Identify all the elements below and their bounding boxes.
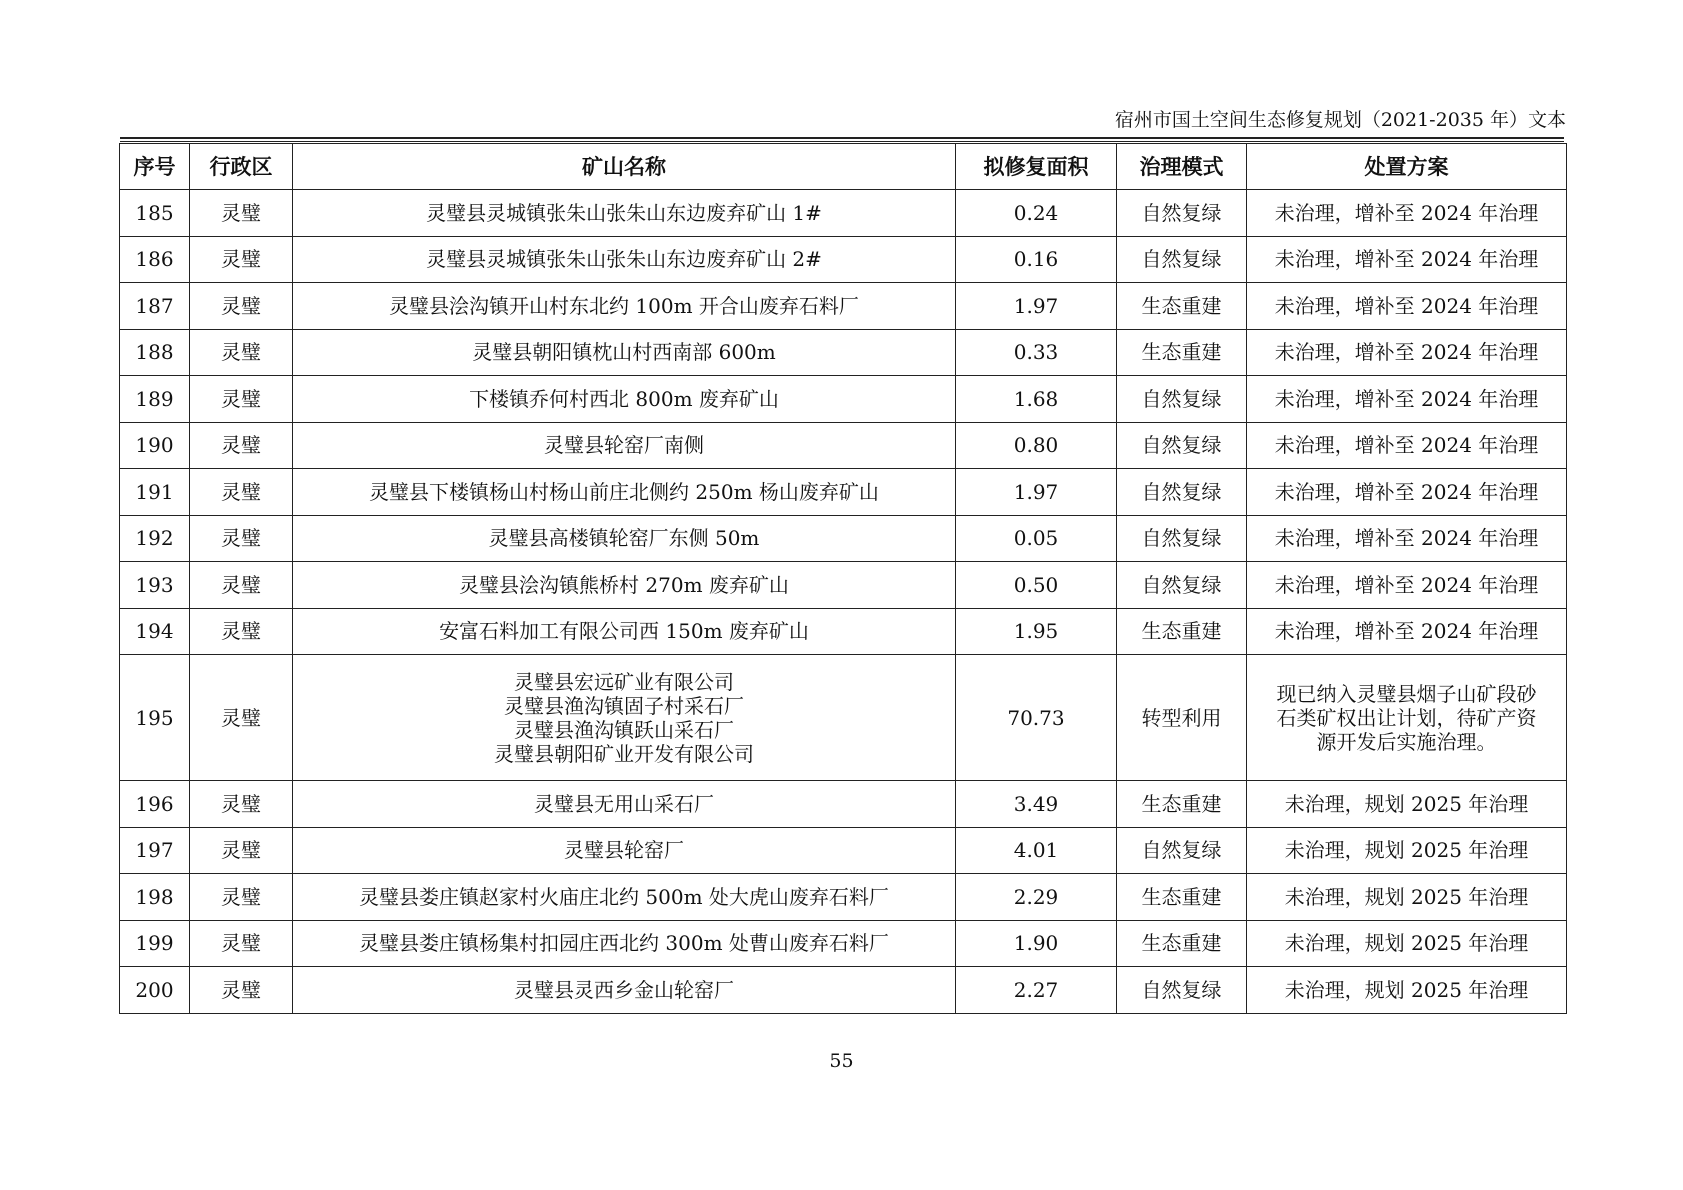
mine-name-line: 灵璧县朝阳矿业开发有限公司 xyxy=(494,741,754,766)
plan-line: 未治理，增补至 2024 年治理 xyxy=(1274,247,1539,272)
cell-plan xyxy=(1247,608,1567,655)
mine-name-line: 灵璧县灵西乡金山轮窑厂 xyxy=(514,977,734,1002)
mine-name-line: 灵璧县无用山采石厂 xyxy=(534,791,714,816)
cell-plan xyxy=(1247,562,1567,609)
cell-district: 灵璧 xyxy=(190,283,293,330)
cell-area: 0.33 xyxy=(956,329,1117,376)
cell-area: 1.97 xyxy=(956,283,1117,330)
cell-mine-name xyxy=(293,236,956,283)
cell-no: 196 xyxy=(120,781,190,828)
cell-mode: 生态重建 xyxy=(1117,608,1247,655)
cell-no: 199 xyxy=(120,920,190,967)
cell-district: 灵璧 xyxy=(190,422,293,469)
cell-area: 0.50 xyxy=(956,562,1117,609)
cell-area: 1.68 xyxy=(956,376,1117,423)
plan-line: 石类矿权出让计划，待矿产资 xyxy=(1276,705,1537,730)
cell-mine-name xyxy=(293,422,956,469)
plan-line: 源开发后实施治理。 xyxy=(1316,729,1497,754)
cell-area: 0.16 xyxy=(956,236,1117,283)
mine-name-line: 灵璧县渔沟镇跃山采石厂 xyxy=(514,717,734,742)
mine-name-line: 灵璧县朝阳镇枕山村西南部 600m xyxy=(472,340,776,365)
cell-no: 187 xyxy=(120,283,190,330)
mine-name-line: 灵璧县灵城镇张朱山张朱山东边废弃矿山 1# xyxy=(426,200,822,225)
cell-mine-name xyxy=(293,920,956,967)
cell-area: 70.73 xyxy=(956,655,1117,781)
cell-mode: 生态重建 xyxy=(1117,781,1247,828)
cell-district: 灵璧 xyxy=(190,827,293,874)
table-row xyxy=(120,655,1567,781)
mine-name-line: 灵璧县灵城镇张朱山张朱山东边废弃矿山 2# xyxy=(426,247,822,272)
cell-area: 0.24 xyxy=(956,190,1117,237)
cell-mine-name xyxy=(293,608,956,655)
table-row xyxy=(120,967,1567,1014)
cell-mode: 自然复绿 xyxy=(1117,190,1247,237)
cell-mode: 自然复绿 xyxy=(1117,236,1247,283)
table-row xyxy=(120,190,1567,237)
cell-district: 灵璧 xyxy=(190,967,293,1014)
cell-mine-name xyxy=(293,967,956,1014)
column-header-no: 序号 xyxy=(120,144,190,190)
cell-mode: 生态重建 xyxy=(1117,329,1247,376)
table-row xyxy=(120,469,1567,516)
table-row xyxy=(120,329,1567,376)
header-rule-thick xyxy=(120,137,1564,139)
column-header-mine-name: 矿山名称 xyxy=(293,144,956,190)
plan-line: 未治理，规划 2025 年治理 xyxy=(1284,838,1529,863)
document-header-title: 宿州市国土空间生态修复规划（2021-2035 年）文本 xyxy=(1114,109,1566,131)
plan-line: 未治理，规划 2025 年治理 xyxy=(1284,977,1529,1002)
cell-plan xyxy=(1247,827,1567,874)
cell-mine-name xyxy=(293,562,956,609)
mine-name-line: 灵璧县轮窑厂 xyxy=(564,838,684,863)
cell-area: 0.80 xyxy=(956,422,1117,469)
mine-name-line: 灵璧县轮窑厂南侧 xyxy=(544,433,704,458)
plan-line: 未治理，增补至 2024 年治理 xyxy=(1274,526,1539,551)
table-row xyxy=(120,376,1567,423)
cell-plan xyxy=(1247,515,1567,562)
plan-line: 未治理，规划 2025 年治理 xyxy=(1284,931,1529,956)
table-row xyxy=(120,920,1567,967)
cell-no: 186 xyxy=(120,236,190,283)
cell-plan xyxy=(1247,236,1567,283)
mine-name-line: 灵璧县高楼镇轮窑厂东侧 50m xyxy=(488,526,760,551)
mine-name-line: 灵璧县浍沟镇熊桥村 270m 废弃矿山 xyxy=(459,572,789,597)
cell-district: 灵璧 xyxy=(190,562,293,609)
mine-restoration-table xyxy=(119,143,1567,1014)
table-row xyxy=(120,827,1567,874)
mine-name-line: 灵璧县下楼镇杨山村杨山前庄北侧约 250m 杨山废弃矿山 xyxy=(369,479,879,504)
cell-district: 灵璧 xyxy=(190,469,293,516)
page-number: 55 xyxy=(829,1050,854,1072)
table-row xyxy=(120,236,1567,283)
cell-area: 4.01 xyxy=(956,827,1117,874)
cell-area: 1.97 xyxy=(956,469,1117,516)
cell-mode: 自然复绿 xyxy=(1117,562,1247,609)
cell-no: 195 xyxy=(120,655,190,781)
mine-name-line: 灵璧县娄庄镇杨集村扣园庄西北约 300m 处曹山废弃石料厂 xyxy=(359,931,889,956)
column-header-mode: 治理模式 xyxy=(1117,144,1247,190)
mine-name-line: 灵璧县宏远矿业有限公司 xyxy=(514,669,734,694)
cell-plan xyxy=(1247,655,1567,781)
plan-line: 未治理，规划 2025 年治理 xyxy=(1284,791,1529,816)
mine-name-line: 安富石料加工有限公司西 150m 废弃矿山 xyxy=(439,619,809,644)
table-header-row xyxy=(120,144,1567,190)
cell-no: 200 xyxy=(120,967,190,1014)
cell-plan xyxy=(1247,190,1567,237)
cell-district: 灵璧 xyxy=(190,515,293,562)
header-rule-thin xyxy=(120,141,1564,142)
cell-no: 198 xyxy=(120,874,190,921)
plan-line: 现已纳入灵璧县烟子山矿段砂 xyxy=(1276,681,1537,706)
cell-no: 189 xyxy=(120,376,190,423)
cell-plan xyxy=(1247,967,1567,1014)
cell-district: 灵璧 xyxy=(190,190,293,237)
cell-no: 194 xyxy=(120,608,190,655)
cell-no: 192 xyxy=(120,515,190,562)
cell-area: 0.05 xyxy=(956,515,1117,562)
cell-mode: 转型利用 xyxy=(1117,655,1247,781)
table-row xyxy=(120,562,1567,609)
mine-name-line: 灵璧县娄庄镇赵家村火庙庄北约 500m 处大虎山废弃石料厂 xyxy=(359,884,889,909)
cell-mode: 自然复绿 xyxy=(1117,422,1247,469)
cell-mode: 生态重建 xyxy=(1117,283,1247,330)
cell-mode: 自然复绿 xyxy=(1117,469,1247,516)
cell-mode: 自然复绿 xyxy=(1117,827,1247,874)
table-row xyxy=(120,515,1567,562)
cell-plan xyxy=(1247,874,1567,921)
column-header-plan: 处置方案 xyxy=(1247,144,1567,190)
table-row xyxy=(120,608,1567,655)
mine-name-line: 下楼镇乔何村西北 800m 废弃矿山 xyxy=(469,386,779,411)
cell-plan xyxy=(1247,920,1567,967)
plan-line: 未治理，增补至 2024 年治理 xyxy=(1274,572,1539,597)
plan-line: 未治理，增补至 2024 年治理 xyxy=(1274,619,1539,644)
cell-plan xyxy=(1247,329,1567,376)
cell-mine-name xyxy=(293,827,956,874)
column-header-district: 行政区 xyxy=(190,144,293,190)
cell-mode: 自然复绿 xyxy=(1117,967,1247,1014)
cell-area: 1.95 xyxy=(956,608,1117,655)
cell-district: 灵璧 xyxy=(190,236,293,283)
cell-mine-name xyxy=(293,190,956,237)
cell-plan xyxy=(1247,781,1567,828)
cell-mine-name xyxy=(293,655,956,781)
cell-mode: 生态重建 xyxy=(1117,920,1247,967)
column-header-area: 拟修复面积 xyxy=(956,144,1117,190)
plan-line: 未治理，增补至 2024 年治理 xyxy=(1274,479,1539,504)
cell-mine-name xyxy=(293,874,956,921)
cell-area: 3.49 xyxy=(956,781,1117,828)
cell-plan xyxy=(1247,469,1567,516)
cell-district: 灵璧 xyxy=(190,376,293,423)
plan-line: 未治理，增补至 2024 年治理 xyxy=(1274,386,1539,411)
cell-district: 灵璧 xyxy=(190,920,293,967)
plan-line: 未治理，增补至 2024 年治理 xyxy=(1274,340,1539,365)
table-row xyxy=(120,781,1567,828)
mine-name-line: 灵璧县浍沟镇开山村东北约 100m 开合山废弃石料厂 xyxy=(389,293,859,318)
cell-district: 灵璧 xyxy=(190,781,293,828)
plan-line: 未治理，增补至 2024 年治理 xyxy=(1274,433,1539,458)
cell-district: 灵璧 xyxy=(190,874,293,921)
cell-no: 197 xyxy=(120,827,190,874)
plan-line: 未治理，规划 2025 年治理 xyxy=(1284,884,1529,909)
plan-line: 未治理，增补至 2024 年治理 xyxy=(1274,200,1539,225)
mine-name-line: 灵璧县渔沟镇固子村采石厂 xyxy=(504,693,744,718)
table-row xyxy=(120,283,1567,330)
cell-mine-name xyxy=(293,329,956,376)
cell-mine-name xyxy=(293,781,956,828)
cell-district: 灵璧 xyxy=(190,655,293,781)
cell-plan xyxy=(1247,283,1567,330)
cell-no: 191 xyxy=(120,469,190,516)
cell-no: 185 xyxy=(120,190,190,237)
cell-mine-name xyxy=(293,283,956,330)
cell-mode: 自然复绿 xyxy=(1117,515,1247,562)
cell-no: 188 xyxy=(120,329,190,376)
table-row xyxy=(120,874,1567,921)
cell-mine-name xyxy=(293,515,956,562)
table-row xyxy=(120,422,1567,469)
cell-district: 灵璧 xyxy=(190,608,293,655)
plan-line: 未治理，增补至 2024 年治理 xyxy=(1274,293,1539,318)
cell-area: 2.29 xyxy=(956,874,1117,921)
cell-mode: 生态重建 xyxy=(1117,874,1247,921)
cell-plan xyxy=(1247,376,1567,423)
cell-mine-name xyxy=(293,376,956,423)
cell-area: 1.90 xyxy=(956,920,1117,967)
cell-area: 2.27 xyxy=(956,967,1117,1014)
cell-plan xyxy=(1247,422,1567,469)
cell-no: 190 xyxy=(120,422,190,469)
cell-district: 灵璧 xyxy=(190,329,293,376)
cell-mode: 自然复绿 xyxy=(1117,376,1247,423)
cell-mine-name xyxy=(293,469,956,516)
cell-no: 193 xyxy=(120,562,190,609)
